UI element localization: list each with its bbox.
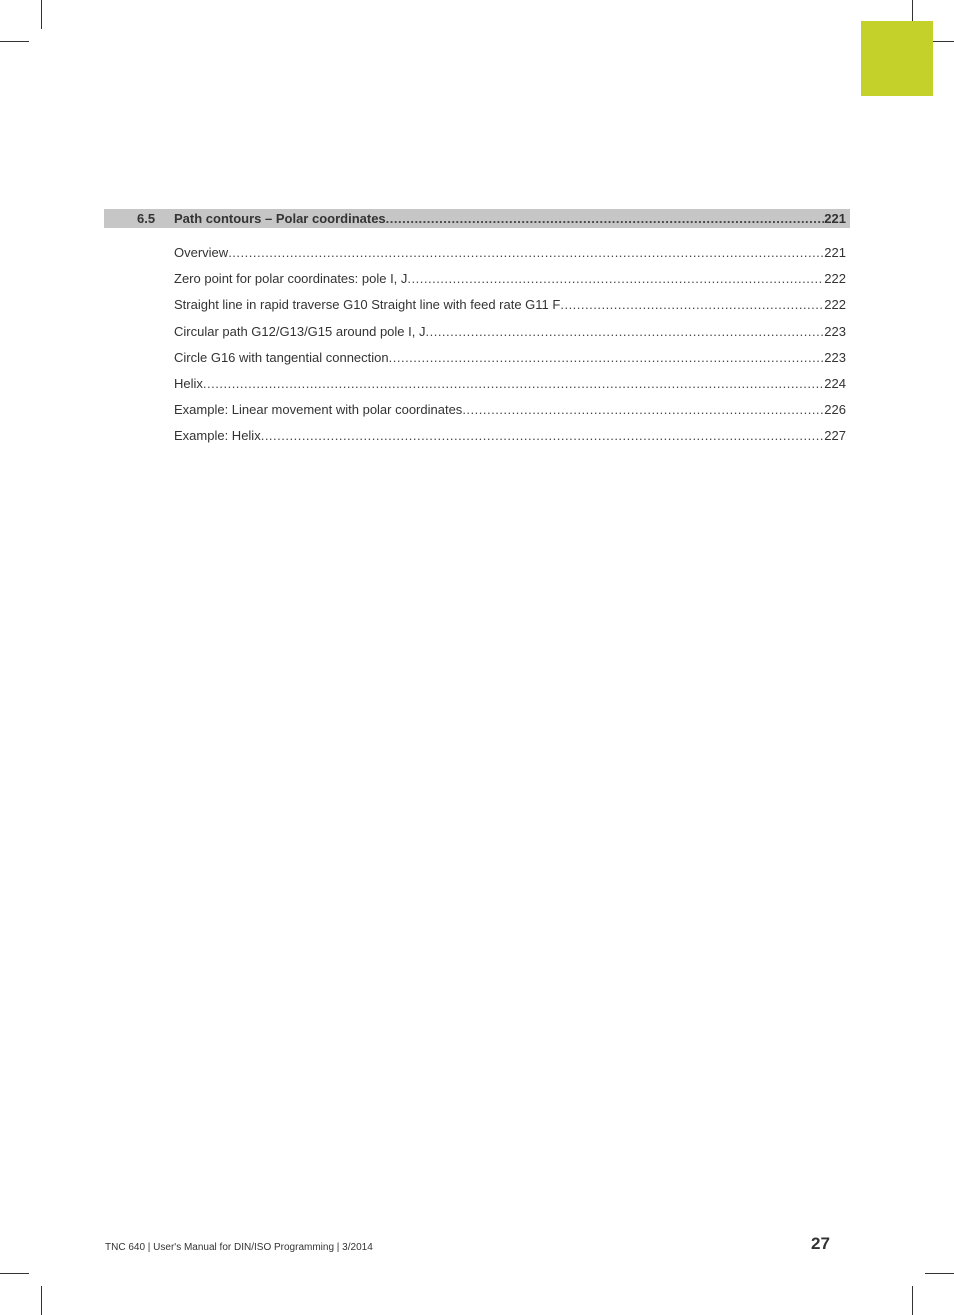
section-title: Path contours – Polar coordinates: [174, 211, 386, 226]
entry-page: 222: [824, 271, 846, 286]
footer-text: TNC 640 | User's Manual for DIN/ISO Programming | 3/2014: [105, 1242, 373, 1253]
page-number: 27: [811, 1234, 830, 1253]
entry-page: 227: [824, 428, 846, 443]
toc-entry[interactable]: [174, 269, 846, 289]
toc-entry[interactable]: [174, 348, 846, 368]
entry-page: 222: [824, 297, 846, 312]
entry-title: Overview: [174, 245, 229, 260]
entry-page: 221: [824, 245, 846, 260]
toc-entry[interactable]: [174, 374, 846, 394]
dot-leader: [389, 348, 825, 368]
dot-leader: [203, 374, 824, 394]
entry-title: Zero point for polar coordinates: pole I, J: [174, 271, 408, 286]
crop-mark: [0, 1273, 29, 1274]
entry-page: 226: [824, 402, 846, 417]
toc-entry[interactable]: [174, 243, 846, 263]
entry-title: Helix: [174, 376, 203, 391]
crop-mark: [925, 1273, 954, 1274]
entry-title: Circle G16 with tangential connection: [174, 350, 389, 365]
entry-page: 223: [824, 324, 846, 339]
dot-leader: [228, 243, 824, 263]
toc-entry[interactable]: [174, 426, 846, 446]
entry-title: Circular path G12/G13/G15 around pole I, J: [174, 324, 426, 339]
crop-mark: [41, 0, 42, 29]
crop-mark: [912, 1286, 913, 1315]
entry-title: Straight line in rapid traverse G10 Straight line with feed rate G11 F: [174, 297, 561, 312]
entry-title: Example: Helix: [174, 428, 261, 443]
crop-mark: [41, 1286, 42, 1315]
entry-title: Example: Linear movement with polar coordinates: [174, 402, 463, 417]
section-line: [174, 209, 846, 228]
dot-leader: [407, 269, 824, 289]
dot-leader: [560, 295, 824, 315]
toc-entry[interactable]: [174, 400, 846, 420]
dot-leader: [462, 400, 824, 420]
crop-mark: [0, 41, 29, 42]
dot-leader: [386, 209, 825, 228]
section-number: 6.5: [137, 211, 156, 226]
dot-leader: [425, 322, 824, 342]
entry-page: 224: [824, 376, 846, 391]
toc-entry[interactable]: [174, 322, 846, 342]
entry-page: 223: [824, 350, 846, 365]
section-page: 221: [824, 211, 846, 226]
toc-section-heading[interactable]: [104, 209, 850, 228]
chapter-tab: [861, 21, 933, 96]
dot-leader: [261, 426, 825, 446]
toc-entry[interactable]: [174, 295, 846, 315]
